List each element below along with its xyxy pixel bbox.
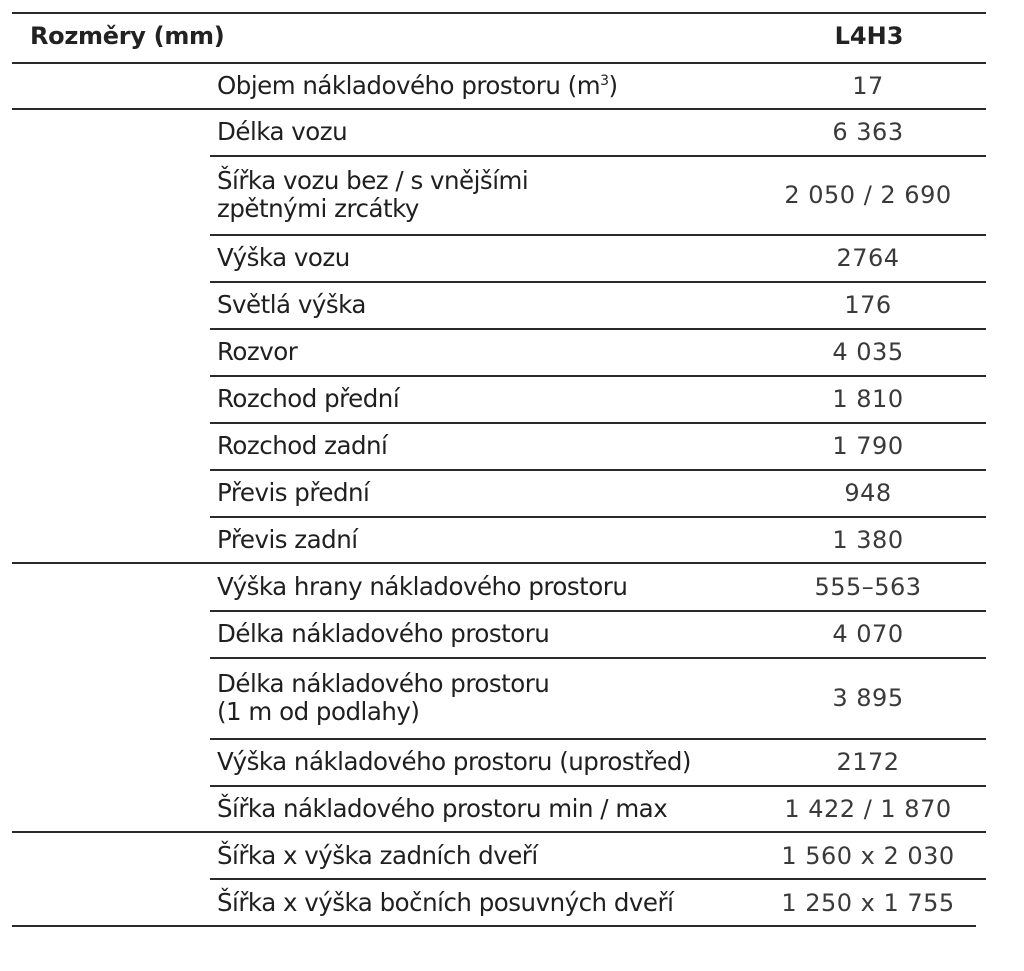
row-value: 1 422 / 1 870 — [784, 795, 952, 823]
table-row — [210, 740, 986, 784]
table-row — [210, 110, 986, 154]
row-label: Šířka x výška bočních posuvných dveří — [217, 887, 674, 917]
row-label: Šířka x výška zadních dveří — [217, 840, 538, 870]
table-row — [210, 157, 986, 233]
row-label: Převis zadní — [217, 525, 358, 554]
table-header-label: Rozměry (mm) — [30, 22, 225, 50]
row-label: Šířka nákladového prostoru min / max — [217, 794, 668, 823]
row-value: 4 035 — [832, 338, 904, 366]
table-row — [210, 330, 986, 374]
table-row — [210, 564, 986, 610]
row-label: Převis přední — [217, 478, 370, 507]
row-value: 1 810 — [832, 385, 904, 413]
table-row — [210, 787, 986, 831]
row-value: 1 250 x 1 755 — [781, 888, 955, 917]
row-label: Délka nákladového prostoru — [217, 619, 550, 648]
row-value: 17 — [852, 72, 884, 100]
row-value: 2764 — [836, 244, 900, 272]
row-value: 6 363 — [832, 118, 904, 146]
row-value: 1 790 — [832, 432, 904, 460]
table-row — [210, 518, 986, 562]
row-label: Šířka vozu bez / s vnějšími zpětnými zrcátky — [217, 166, 529, 223]
row-value: 555–563 — [814, 573, 922, 601]
table-header-model: L4H3 — [834, 22, 904, 50]
row-label: Světlá výška — [217, 290, 366, 319]
row-label: Délka vozu — [217, 117, 348, 146]
table-row — [210, 833, 986, 878]
row-label: Rozchod zadní — [217, 431, 388, 460]
table-row — [210, 236, 986, 280]
table-row — [210, 424, 986, 468]
row-label: Rozvor — [217, 337, 298, 366]
table-row — [210, 377, 986, 421]
table-top-rule — [12, 12, 986, 14]
row-value: 2172 — [836, 748, 900, 776]
table-row — [210, 283, 986, 327]
row-value: 176 — [844, 291, 892, 319]
table-row — [210, 471, 986, 515]
table-row — [210, 64, 986, 108]
row-value: 1 380 — [832, 526, 904, 554]
row-value: 2 050 / 2 690 — [784, 181, 952, 209]
table-row — [210, 659, 986, 737]
row-value: 3 895 — [832, 684, 904, 712]
row-value: 1 560 x 2 030 — [781, 841, 955, 870]
table-bottom-rule — [12, 925, 976, 927]
row-label: Výška nákladového prostoru (uprostřed) — [217, 747, 691, 776]
row-label: Délka nákladového prostoru (1 m od podlahy) — [217, 669, 550, 726]
row-label: Výška vozu — [217, 243, 350, 272]
row-value: 948 — [844, 479, 892, 507]
row-value: 4 070 — [832, 620, 904, 648]
row-label: Výška hrany nákladového prostoru — [217, 572, 628, 601]
table-row — [210, 880, 986, 925]
row-label: Rozchod přední — [217, 384, 400, 413]
row-label: Objem nákladového prostoru $(m^3)$ — [217, 71, 618, 100]
table-row — [210, 612, 986, 656]
